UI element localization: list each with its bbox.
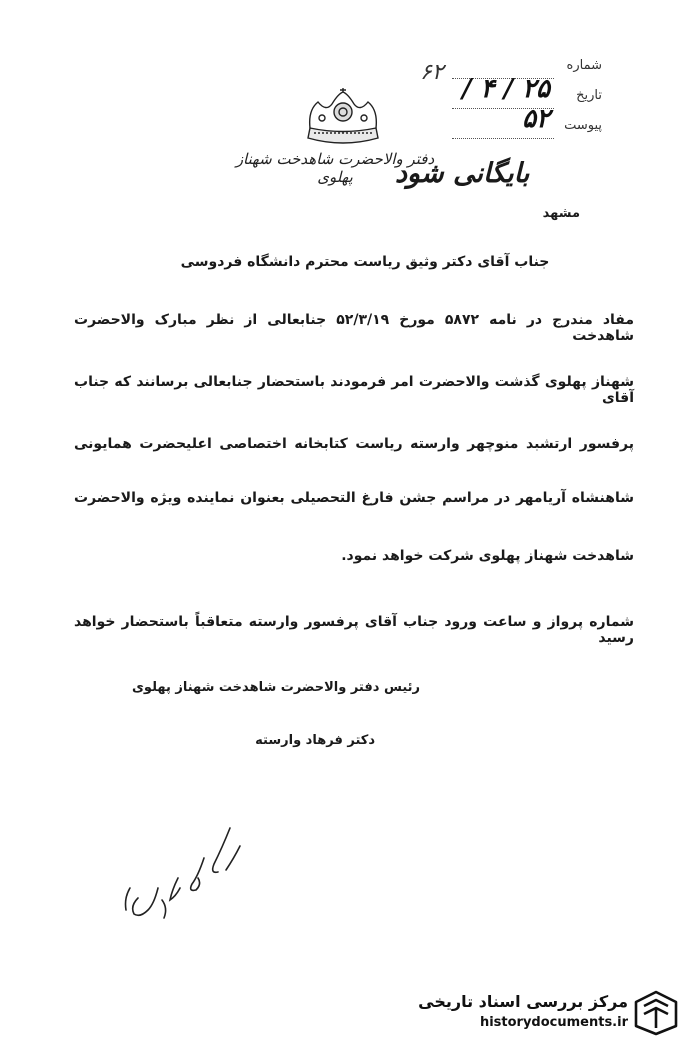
archive-logo bbox=[630, 988, 682, 1036]
archive-url[interactable]: historydocuments.ir bbox=[479, 1015, 628, 1030]
attachment-label: پیوست bbox=[564, 118, 602, 133]
date-value: ۲۵ / ۴ / ۵۲ bbox=[461, 74, 550, 134]
attachment-line bbox=[452, 138, 554, 139]
pahlavi-crown-emblem bbox=[302, 88, 384, 150]
handwritten-signature bbox=[118, 818, 248, 936]
body-line: شاهدخت شهناز پهلوی شرکت خواهد نمود. bbox=[341, 548, 634, 564]
attachment-row bbox=[452, 118, 602, 148]
document-meta bbox=[452, 58, 602, 148]
corner-mark: ۶۲ bbox=[420, 60, 444, 85]
body-line: شهناز پهلوی گذشت والاحضرت امر فرمودند باستحضار جنابعالی برسانند که جناب آقای bbox=[74, 374, 634, 406]
body-line: شاهنشاه آریامهر در مراسم جشن فارغ التحصیلی بعنوان نماینده ویژه والاحضرت bbox=[74, 490, 634, 506]
signatory-name: دکتر فرهاد وارسته bbox=[255, 733, 375, 748]
body-line: پرفسور ارتشبد منوچهر وارسته ریاست کتابخانه اختصاصی اعلیحضرت همایونی bbox=[74, 436, 634, 452]
city: مشهد bbox=[542, 206, 580, 221]
number-label: شماره bbox=[566, 58, 602, 73]
addressee: جناب آقای دکتر وثیق ریاست محترم دانشگاه فردوسی bbox=[180, 254, 550, 270]
letterhead: دفتر والاحضرت شاهدخت شهناز پهلوی bbox=[235, 150, 435, 186]
date-label: تاریخ bbox=[576, 88, 602, 103]
body-line: مفاد مندرج در نامه ۵۸۷۲ مورخ ۵۲/۳/۱۹ جنابعالی از نظر مبارک والاحضرت شاهدخت bbox=[74, 312, 634, 344]
signatory-title: رئیس دفتر والاحضرت شاهدخت شهناز پهلوی bbox=[132, 680, 420, 695]
archive-title: مرکز بررسی اسناد تاریخی bbox=[418, 992, 628, 1011]
flight-line: شماره پرواز و ساعت ورود جناب آقای پرفسور وارسته متعاقباً باستحضار خواهد رسید bbox=[74, 614, 634, 646]
handwritten-note: بایگانی شود bbox=[395, 158, 530, 189]
